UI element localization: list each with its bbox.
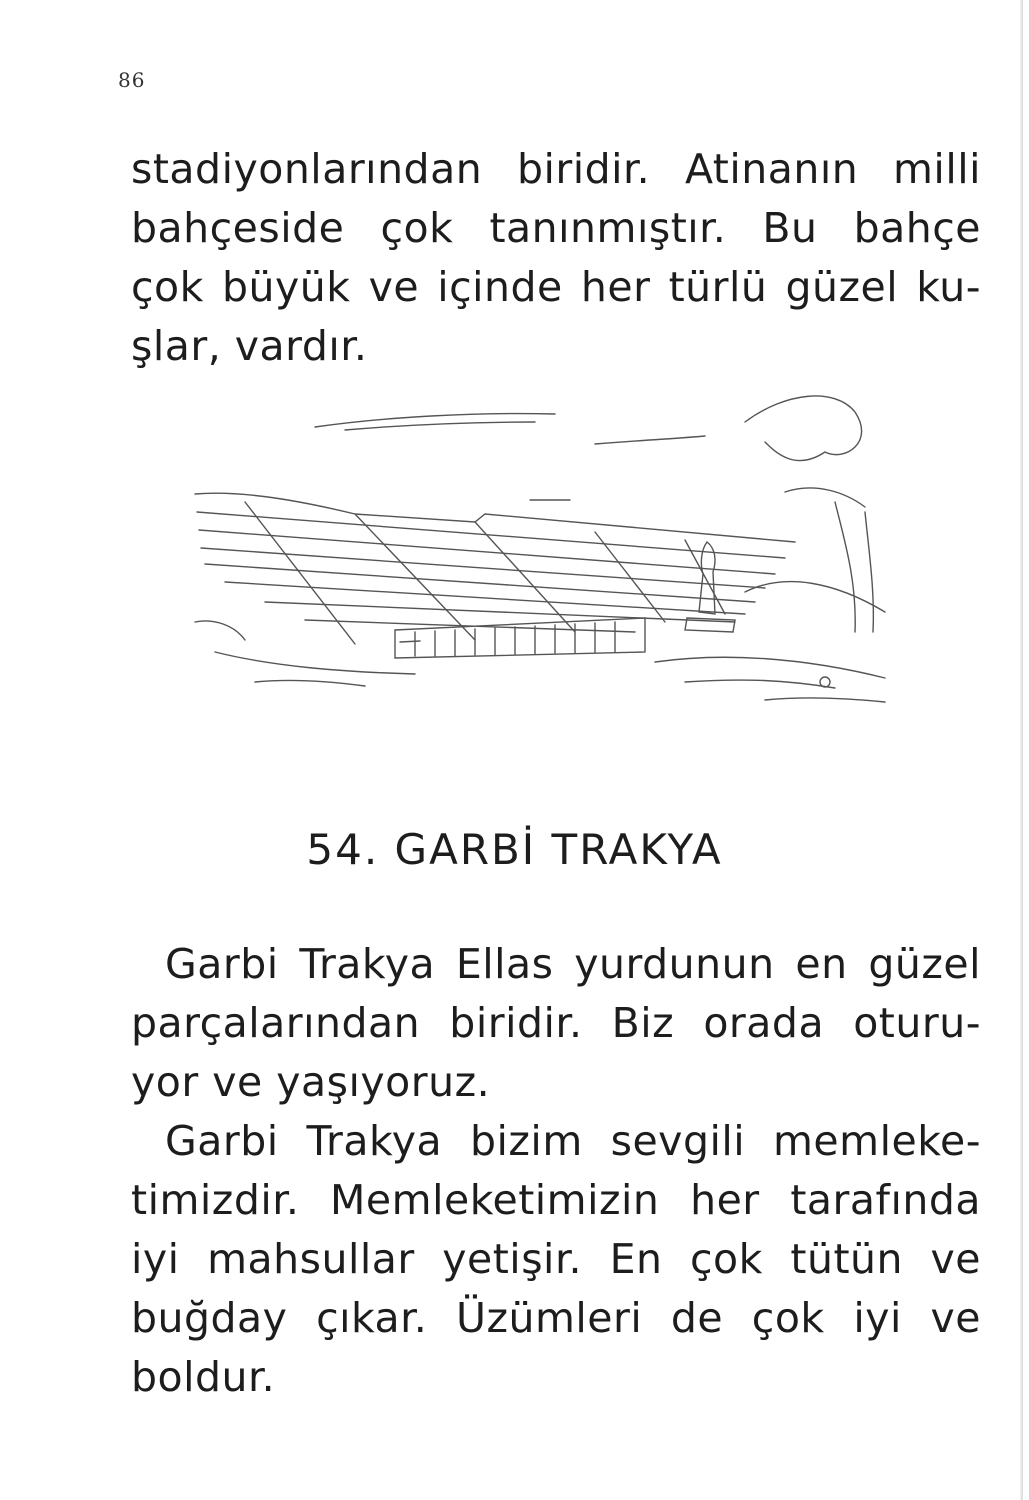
text-line: Garbi Trakya Ellas yurdunun en güzel [165,940,981,988]
text-line: boldur. [131,1353,276,1401]
text-line: parçalarından biridir. Biz orada oturu- [131,999,981,1047]
text-line: stadiyonlarından biridir. Atinanın milli [131,145,981,193]
text-line: iyi mahsullar yetişir. En çok tütün ve [131,1235,981,1283]
section-heading: 54. GARBİ TRAKYA [306,825,723,874]
text-line: timizdir. Memleketimizin her tarafında [131,1176,981,1224]
text-line: Garbi Trakya bizim sevgili memleke- [165,1117,981,1165]
section-paragraph [131,935,981,1407]
text-line: çok büyük ve içinde her türlü güzel ku- [131,263,981,311]
page-number: 86 [118,68,146,92]
stadium-illustration [185,382,905,722]
text-line: şlar, vardır. [131,322,368,370]
text-line: yor ve yaşıyoruz. [131,1058,491,1106]
page-edge [1020,0,1023,1500]
intro-paragraph [131,140,981,376]
text-line: buğday çıkar. Üzümleri de çok iyi ve [131,1294,981,1342]
text-line: bahçeside çok tanınmıştır. Bu bahçe [131,204,981,252]
